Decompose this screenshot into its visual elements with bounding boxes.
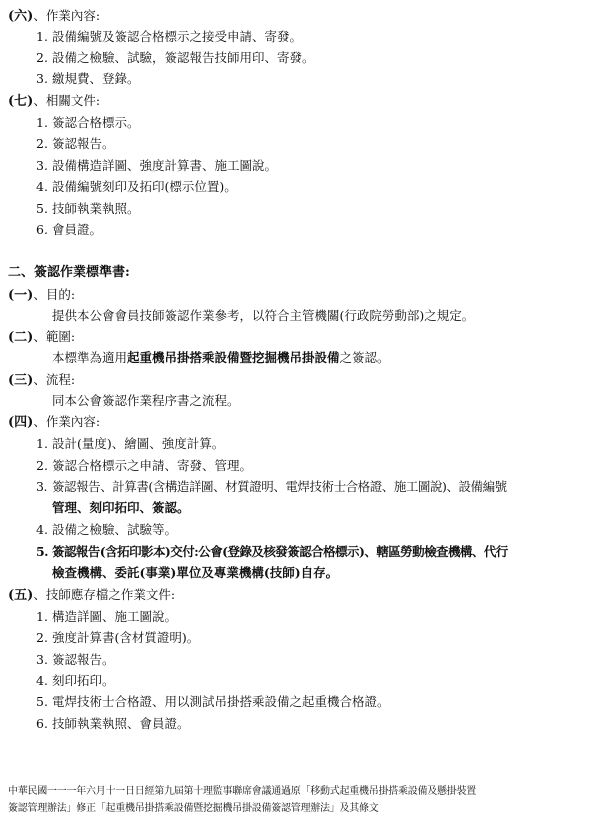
- section-5-heading: (五)、技師應存檔之作業文件:: [8, 587, 176, 603]
- list-item: 4. 設備之檢驗、試驗等。: [36, 522, 178, 537]
- section-7-heading: [8, 93, 100, 110]
- list-item: 6. 會員證。: [36, 222, 103, 237]
- section-6-number: (六): [8, 9, 34, 24]
- list-item: 2. 簽認報告。: [36, 136, 115, 151]
- footnote-line-1: 中華民國一一一年六月十一日日經第九屆第十理監事聯席會議通過原「移動式起重機吊掛搭乘設備及懸掛裝置: [8, 786, 476, 797]
- list-item: 4. 刻印拓印。: [36, 673, 115, 688]
- list-item: 6. 技師執業執照、會員證。: [36, 716, 190, 731]
- footnote-line-2: 簽認管理辦法」修正「起重機吊掛搭乘設備暨挖掘機吊掛設備簽認管理辦法」及其條文: [8, 803, 379, 814]
- list-item: 2. 簽認合格標示之申請、寄發、管理。: [36, 458, 253, 473]
- section-4-heading: (四)、作業內容:: [8, 414, 101, 430]
- list-item: 3. 簽認報告。: [36, 652, 115, 667]
- flow-heading: (三)、流程:: [8, 372, 76, 388]
- purpose-text: 提供本公會會員技師簽認作業參考，以符合主管機關(行政院勞動部)之規定。: [52, 308, 475, 323]
- list-item: 3. 簽認報告、計算書(含構造詳圖、材質證明、電焊技術士合格證、施工圖說)、設備編號: [36, 479, 507, 494]
- list-item-continuation: 檢查機構、委託(事業)單位及專業機構(技師)自存。: [52, 565, 339, 580]
- section-6-heading: [8, 8, 100, 25]
- list-item: 2. 強度計算書(含材質證明)。: [36, 630, 200, 645]
- section-6-title: 、作業內容:: [33, 8, 101, 23]
- section-7-number: (七): [8, 94, 34, 109]
- list-item: 2. 設備之檢驗、試驗，簽認報告技師用印、寄發。: [36, 50, 315, 65]
- list-item: 3. 繳規費、登錄。: [36, 71, 140, 86]
- list-item: 1. 簽認合格標示。: [36, 115, 140, 130]
- list-item: 1. 構造詳圖、施工圖說。: [36, 609, 178, 624]
- list-item: 5. 簽認報告(含拓印影本)交付:公會(登錄及核發簽認合格標示)、轄區勞動檢查機構、代行: [36, 544, 508, 559]
- list-item-continuation: 管理、刻印拓印、簽認。: [52, 500, 190, 515]
- section-7-title: 、相關文件:: [33, 93, 101, 108]
- list-item: 1. 設備編號及簽認合格標示之接受申請、寄發。: [36, 29, 303, 44]
- section-2-title: 二、簽認作業標準書:: [8, 265, 130, 280]
- purpose-heading: (一)、目的:: [8, 287, 76, 303]
- list-item: 5. 技師執業執照。: [36, 201, 140, 216]
- list-item: 1. 設計(量度)、繪圖、強度計算。: [36, 436, 225, 451]
- list-item: 3. 設備構造詳圖、強度計算書、施工圖說。: [36, 158, 278, 173]
- list-item: 4. 設備編號刻印及拓印(標示位置)。: [36, 179, 237, 194]
- flow-text: 同本公會簽認作業程序書之流程。: [52, 393, 240, 408]
- scope-text: 本標準為適用起重機吊掛搭乘設備暨挖掘機吊掛設備之簽認。: [52, 350, 390, 365]
- scope-heading: (二)、範圍:: [8, 329, 76, 345]
- list-item: 5. 電焊技術士合格證、用以測試吊掛搭乘設備之起重機合格證。: [36, 694, 390, 709]
